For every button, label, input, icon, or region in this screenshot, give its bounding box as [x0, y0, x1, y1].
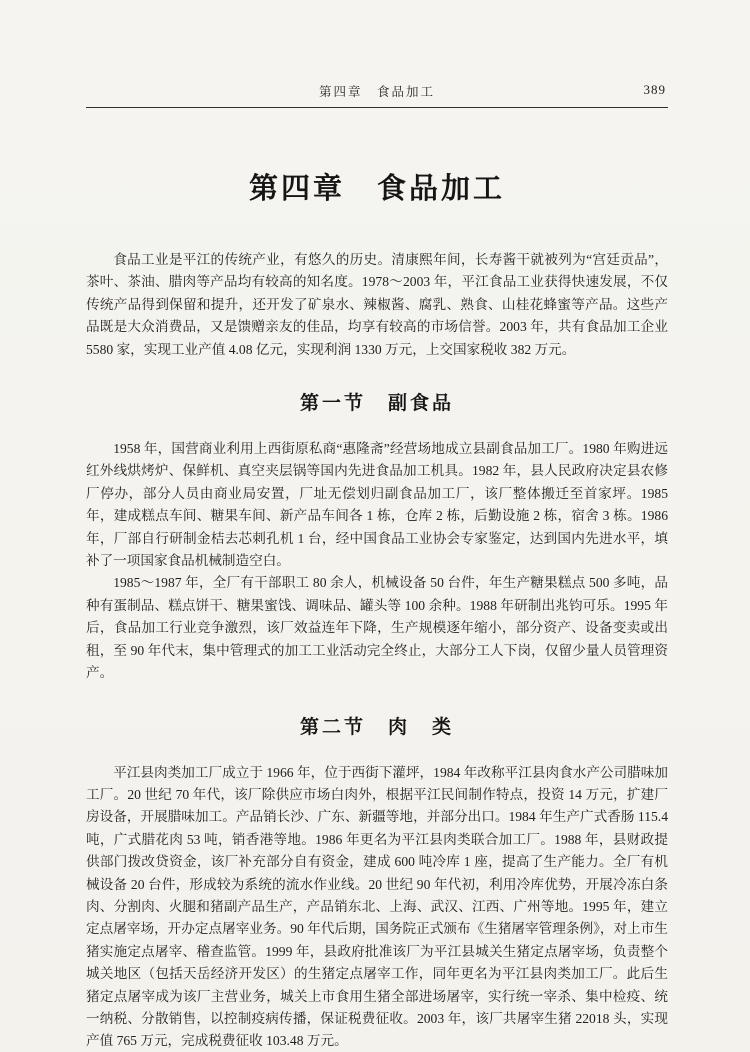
running-head-row	[86, 82, 668, 107]
header-rule	[86, 107, 668, 108]
page-header	[86, 82, 668, 108]
section-1-paragraph-2: 1985～1987 年，全厂有干部职工 80 余人，机械设备 50 台件，年生产糖果糕点 500 多吨，品种有蛋制品、糕点饼干、糖果蜜饯、调味品、罐头等 100 余种。1988 年研制出兆钧可乐。1995 年后，食品加工行业竞争激烈，该厂效益连年下降，生产规模逐年缩小，部分资产、设备变卖或出租，至 90 年代末，集中管理式的加工工业活动完全终止，大部分工人下岗，仅留少量人员管理资产。	[86, 575, 668, 681]
chapter-title: 第四章 食品加工	[248, 173, 505, 205]
section-1-title: 第一节 副食品	[299, 393, 454, 415]
page-number: 389	[643, 82, 666, 97]
section-1-paragraph-1: 1958 年，国营商业利用上西街原私商“惠隆斋”经营场地成立县副食品加工厂。1980 年购进远红外线烘烤炉、保鲜机、真空夹层锅等国内先进食品加工机具。1982 年，县人民政府决定县农修厂停办，部分人员由商业局安置，厂址无偿划归副食品加工厂，该厂整体搬迁至首家坪。1985 年，建成糕点车间、糖果车间、新产品车间各 1 栋，仓库 2 栋，后勤设施 2 栋，宿舍 3 栋。1986 年，厂部自行研制金桔去芯刺孔机 1 台，经中国食品工业协会专家鉴定，达到国内先进水平，填补了一项国家食品机械制造空白。	[86, 441, 668, 569]
chapter-intro-paragraph: 食品工业是平江的传统产业，有悠久的历史。清康熙年间，长寿酱干就被列为“宫廷贡品”，茶叶、茶油、腊肉等产品均有较高的知名度。1978～2003 年，平江食品工业获得快速发展，不仅传统产品得到保留和提升，还开发了矿泉水、辣椒酱、腐乳、熟食、山桂花蜂蜜等产品。这些产品既是大众消费品，又是馈赠亲友的佳品，均享有较高的市场信誉。2003 年，共有食品加工企业 5580 家，实现工业产值 4.08 亿元，实现利润 1330 万元，上交国家税收 382 万元。	[86, 252, 668, 357]
running-title: 第四章 食品加工	[318, 85, 435, 99]
section-2-paragraph-1: 平江县肉类加工厂成立于 1966 年，位于西街下灌坪，1984 年改称平江县肉食水产公司腊味加工厂。20 世纪 70 年代，该厂除供应市场白肉外，根据平江民间制作特点，投资 14 万元，扩建厂房设备，开展腊味加工。产品销长沙、广东、新疆等地，并部分出口。1984 年生产广式香肠 115.4 吨，广式腊花肉 53 吨，销香港等地。1986 年更名为平江县肉类联合加工厂。1988 年，县财政提供部门拨改贷资金，该厂补充部分自有资金，建成 600 吨冷库 1 座，提高了生产能力。全厂有机械设备 20 台件，形成较为系统的流水作业线。20 世纪 90 年代初，利用冷库优势，开展冷冻白条肉、分割肉、火腿和猪副产品生产，产品销东北、上海、武汉、江西、广州等地。1995 年，建立定点屠宰场，开办定点屠宰业务。90 年代后期，国务院正式颁布《生猪屠宰管理条例》，对上市生猪实施定点屠宰、稽查监管。1999 年，县政府批准该厂为平江县城关生猪定点屠宰场，负责整个城关地区（包括天岳经济开发区）的生猪定点屠宰工作，同年更名为平江县肉类加工厂。此后生猪定点屠宰成为该厂主营业务，城关上市食用生猪全部进场屠宰，实行统一宰杀、集中检疫、统一纳税、分散销售，以控制疫病传播，保证税费征收。2003 年，该厂共屠宰生猪 22018 头，实现产值 765 万元，完成税费征收 103.48 万元。	[86, 764, 668, 1049]
section-2-title: 第二节 肉 类	[299, 716, 454, 738]
